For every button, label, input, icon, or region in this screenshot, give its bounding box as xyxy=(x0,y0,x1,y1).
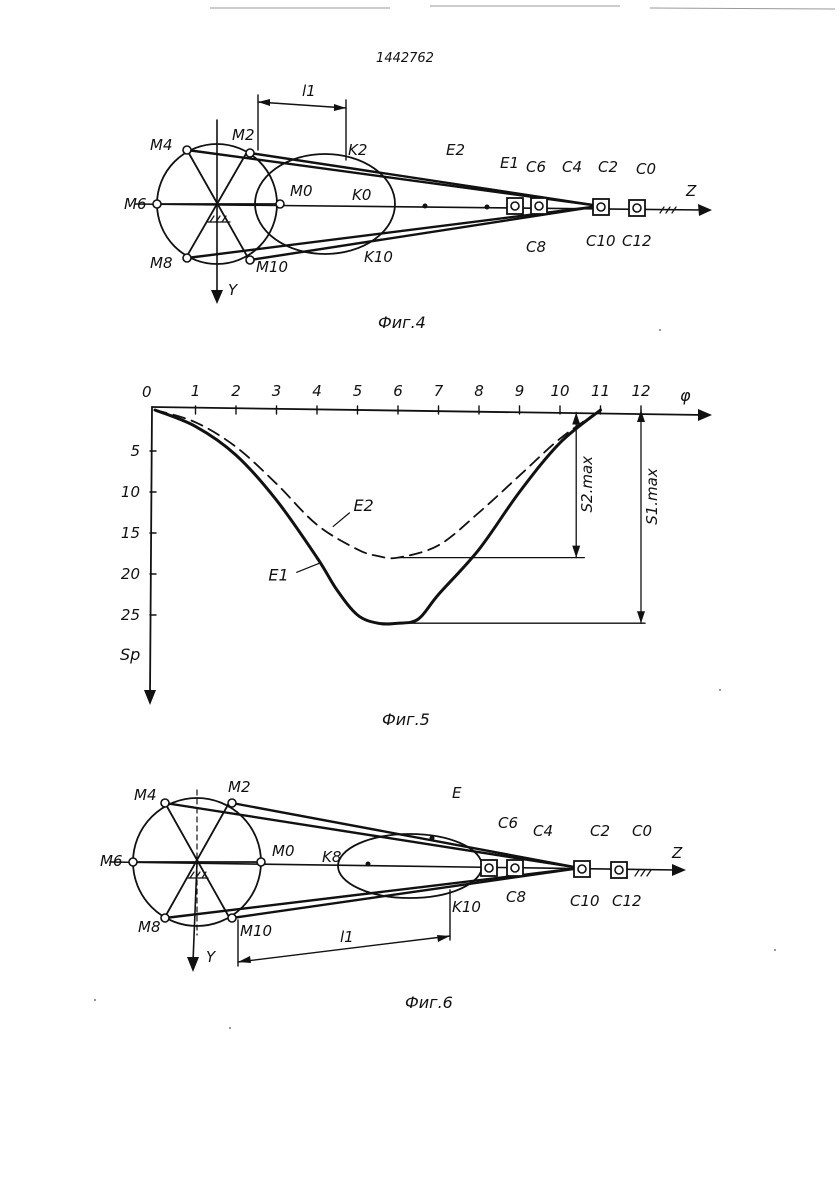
fig6-label-k8: K8 xyxy=(322,848,342,866)
fig4-joint-m2 xyxy=(246,149,254,157)
fig4-label-m6: M6 xyxy=(124,195,147,213)
fig5-series-lines xyxy=(155,410,601,624)
fig5-x-tick-label: 4 xyxy=(312,382,322,400)
fig5-x-tick-label: 11 xyxy=(590,382,611,400)
fig6-label-z: Z xyxy=(672,844,683,862)
fig4-label-c10: C10 xyxy=(586,232,616,250)
fig5-s1max-arrow-bottom xyxy=(637,611,645,623)
fig4-label-c8: C8 xyxy=(526,238,547,256)
fig5-s1max-arrow-top xyxy=(637,410,645,422)
fig5-x-tick-label: 1 xyxy=(190,382,201,400)
fig4-point-e2 xyxy=(423,204,428,209)
fig5-x-tick-label: 2 xyxy=(231,382,241,400)
fig6-label-c12: C12 xyxy=(612,892,642,910)
scan-specks xyxy=(94,329,776,1029)
fig6-label-c6: C6 xyxy=(498,814,519,832)
fig6-slider-c2 xyxy=(574,861,590,877)
fig4-label-c0: C0 xyxy=(636,160,657,178)
fig5-y-axis xyxy=(150,407,152,695)
fig5-x-tick-label: 5 xyxy=(352,382,363,400)
fig6-label-m2: M2 xyxy=(228,778,251,796)
fig4-label-k2: K2 xyxy=(348,141,368,159)
fig6-slider-c0 xyxy=(611,862,627,878)
fig4-label-k0: K0 xyxy=(352,186,372,204)
fig4-label-e1: E1 xyxy=(500,154,520,172)
fig5-y-tick-label: 20 xyxy=(120,565,140,583)
fig4-label-m4: M4 xyxy=(150,136,173,154)
fig4-label-l1: l1 xyxy=(302,82,316,100)
fig6-slider-c4 xyxy=(507,860,523,876)
fig6-joint-m10 xyxy=(228,914,236,922)
fig5-x-tick-label: 6 xyxy=(393,382,403,400)
fig5-x-tick-label: 12 xyxy=(631,382,651,400)
fig4-slider-c2 xyxy=(593,199,609,215)
fig6-label-m6: M6 xyxy=(100,852,123,870)
fig4-joint-m6 xyxy=(153,200,161,208)
fig6-slider-c6 xyxy=(481,860,497,876)
fig4-label-m8: M8 xyxy=(150,254,173,272)
fig6-joint-m6 xyxy=(129,858,137,866)
fig5-x-tick-label: 3 xyxy=(271,382,282,400)
fig6-label-c10: C10 xyxy=(570,892,600,910)
fig6-z-arrow xyxy=(672,864,686,876)
fig6-label-k10: K10 xyxy=(452,898,481,916)
fig6-label-c2: C2 xyxy=(590,822,611,840)
fig6-ground-hatch xyxy=(635,870,651,876)
fig4-caption: Фиг.4 xyxy=(378,313,426,332)
fig4-joint-m4 xyxy=(183,146,191,154)
fig6-joint-m0 xyxy=(257,858,265,866)
fig6-label-m8: M8 xyxy=(138,918,161,936)
fig6-joint-m4 xyxy=(161,799,169,807)
fig5-origin-label: 0 xyxy=(142,383,152,401)
fig6-point-e xyxy=(430,836,435,841)
fig5-series-e1 xyxy=(155,410,601,624)
fig4-label-c6: C6 xyxy=(526,158,547,176)
figure-5-chart xyxy=(120,382,712,729)
fig4-label-c12: C12 xyxy=(622,232,652,250)
fig6-joint-m2 xyxy=(228,799,236,807)
fig5-e1-leader xyxy=(297,563,321,573)
fig4-z-arrow xyxy=(698,204,712,216)
fig6-y-arrow xyxy=(187,957,199,972)
fig5-x-tick-label: 8 xyxy=(474,382,484,400)
fig6-caption: Фиг.6 xyxy=(405,993,453,1012)
fig5-y-arrow xyxy=(144,690,156,705)
fig4-dimension-l1 xyxy=(258,95,346,160)
fig5-x-arrow xyxy=(698,409,712,421)
fig6-joint-m8 xyxy=(161,914,169,922)
scan-top-edge xyxy=(210,6,835,9)
fig6-label-m0: M0 xyxy=(272,842,295,860)
fig6-label-c4: C4 xyxy=(533,822,554,840)
fig5-x-tick-label: 7 xyxy=(433,382,444,400)
fig5-series-label-e2: E2 xyxy=(353,495,374,515)
fig5-series-e2 xyxy=(155,410,601,558)
fig4-label-y: Y xyxy=(228,281,238,299)
fig4-label-m10: M10 xyxy=(256,258,289,276)
patent-number: 1442762 xyxy=(376,51,434,66)
fig6-label-l1: l1 xyxy=(340,928,354,946)
fig6-label-e: E xyxy=(452,784,462,802)
fig4-point-e1 xyxy=(485,205,490,210)
fig4-label-k10: K10 xyxy=(364,248,393,266)
fig5-y-tick-label: 10 xyxy=(120,483,140,501)
fig5-s1max-label: S1.max xyxy=(643,468,661,525)
fig5-s2max-label: S2.max xyxy=(578,455,597,513)
fig4-joint-m8 xyxy=(183,254,191,262)
fig6-label-y: Y xyxy=(206,948,216,966)
fig4-joint-m0 xyxy=(276,200,284,208)
fig5-max-dimensions xyxy=(378,410,661,623)
fig6-label-m10: M10 xyxy=(240,922,273,940)
fig5-y-axis-label: Sp xyxy=(120,645,141,664)
fig5-x-tick-label: 10 xyxy=(550,382,570,400)
fig4-y-arrow xyxy=(211,290,223,304)
fig5-y-tick-label: 15 xyxy=(120,524,140,542)
fig6-z-axis xyxy=(110,862,678,870)
fig5-series-label-e1: E1 xyxy=(268,565,289,585)
fig4-joint-m10 xyxy=(246,256,254,264)
fig5-x-axis-label: φ xyxy=(680,386,691,405)
fig5-s2max-arrow-top xyxy=(572,412,580,424)
fig4-label-c4: C4 xyxy=(562,158,583,176)
fig4-label-m2: M2 xyxy=(232,126,255,144)
fig4-label-c2: C2 xyxy=(598,158,619,176)
fig5-s2max-arrow-bottom xyxy=(572,546,580,558)
fig6-point-k8 xyxy=(366,862,371,867)
fig6-label-c0: C0 xyxy=(632,822,653,840)
fig4-slider-c8 xyxy=(531,198,547,214)
fig5-x-tick-label: 9 xyxy=(514,382,525,400)
figure-4 xyxy=(124,82,712,332)
fig4-label-z: Z xyxy=(686,182,697,200)
fig6-label-m4: M4 xyxy=(134,786,157,804)
fig5-e2-leader xyxy=(333,513,349,527)
fig5-x-axis xyxy=(152,407,705,415)
fig5-y-tick-label: 5 xyxy=(130,442,140,460)
fig4-slider-c6 xyxy=(507,198,523,214)
fig6-label-c8: C8 xyxy=(506,888,527,906)
fig4-label-m0: M0 xyxy=(290,182,313,200)
fig4-ground-hatch xyxy=(660,207,676,213)
fig4-label-e2: E2 xyxy=(446,141,466,159)
fig5-caption: Фиг.5 xyxy=(382,710,430,729)
fig5-y-tick-label: 25 xyxy=(120,606,140,624)
fig4-slider-c0 xyxy=(629,200,645,216)
figure-6 xyxy=(100,778,686,1012)
